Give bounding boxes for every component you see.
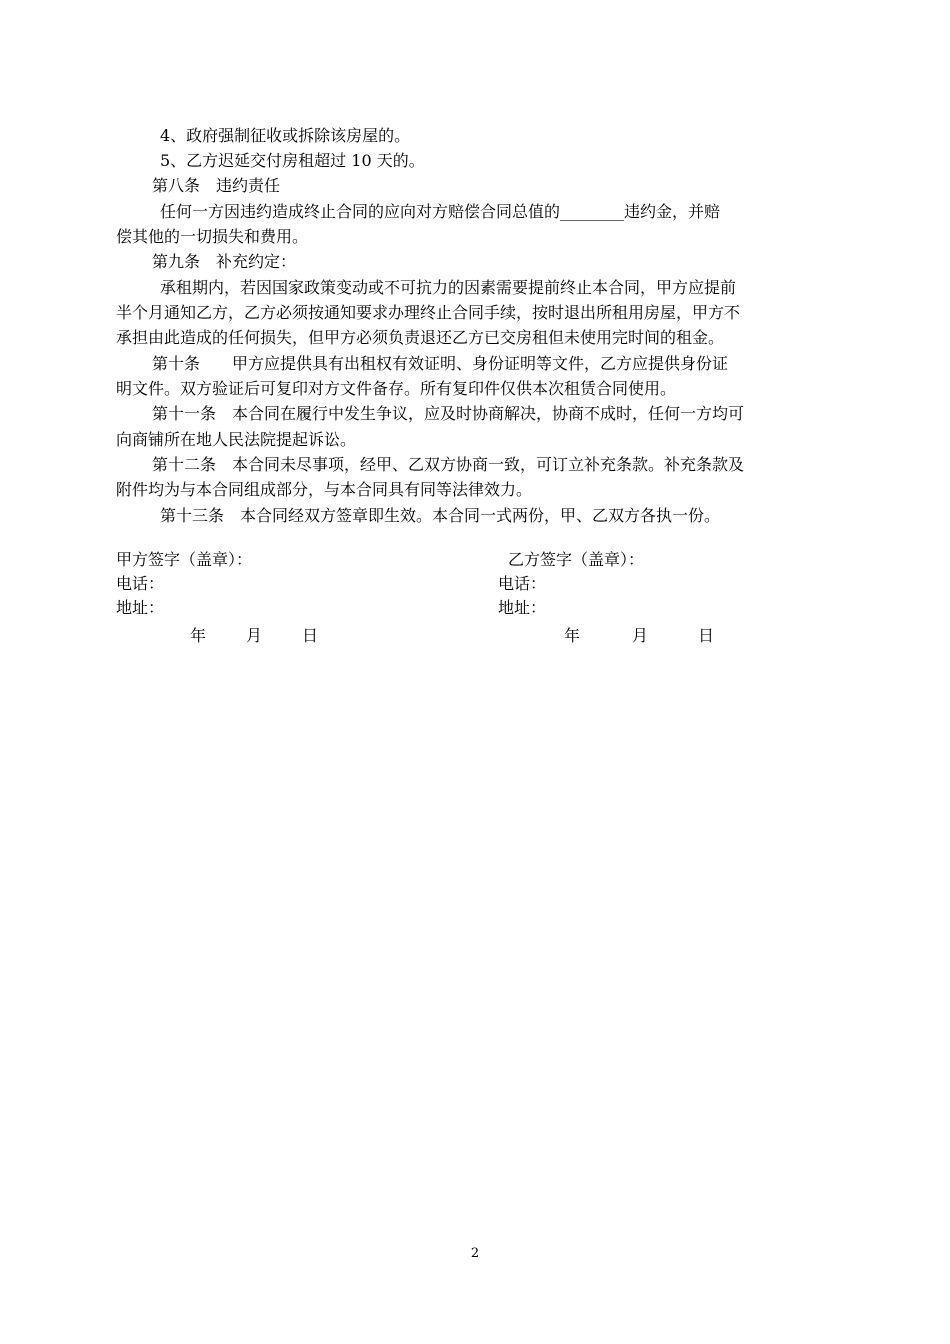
article-9-heading: 第九条 补充约定：	[152, 252, 297, 271]
article-11-text-2: 向商铺所在地人民法院提起诉讼。	[116, 430, 357, 449]
party-b-address-label: 地址：	[498, 598, 547, 617]
page-number: 2	[470, 1246, 480, 1261]
party-a-phone-label: 电话：	[116, 574, 165, 593]
article-8-text-2: 偿其他的一切损失和费用。	[116, 227, 309, 246]
party-a-date	[190, 624, 318, 648]
article-9-text-2: 半个月通知乙方，乙方必须按通知要求办理终止合同手续，按时退出所租用房屋，甲方不	[116, 303, 741, 322]
article-10-text-2: 明文件。双方验证后可复印对方文件备存。所有复印件仅供本次租赁合同使用。	[116, 379, 677, 398]
article-12-text-1: 第十二条 本合同未尽事项，经甲、乙双方协商一致，可订立补充条款。补充条款及	[152, 455, 745, 474]
party-b-phone-label: 电话：	[498, 574, 547, 593]
clause-line-2: 5、乙方迟延交付房租超过 10 天的。	[160, 151, 425, 170]
article-12-text-2: 附件均为与本合同组成部分，与本合同具有同等法律效力。	[116, 480, 533, 499]
article-11-text-1: 第十一条 本合同在履行中发生争议，应及时协商解决，协商不成时，任何一方均可	[152, 404, 745, 423]
party-b-date-day: 日	[698, 626, 715, 645]
article-9-text-1: 承租期内，若因国家政策变动或不可抗力的因素需要提前终止本合同，甲方应提前	[160, 278, 737, 297]
party-b-date-year: 年	[564, 626, 581, 645]
party-a-date-month: 月	[246, 626, 263, 645]
article-10-text-1: 第十条 甲方应提供具有出租权有效证明、身份证明等文件，乙方应提供身份证	[152, 354, 729, 373]
article-8-text-1: 任何一方因违约造成终止合同的应向对方赔偿合同总值的________违约金，并赔	[160, 202, 721, 221]
party-a-date-day: 日	[302, 626, 319, 645]
party-a-date-year: 年	[190, 626, 207, 645]
article-9-text-3: 承担由此造成的任何损失，但甲方必须负责退还乙方已交房租但未使用完时间的租金。	[116, 328, 725, 347]
party-b-signature-label: 乙方签字（盖章）：	[508, 550, 645, 569]
party-a-address-label: 地址：	[116, 598, 165, 617]
article-8-heading: 第八条 违约责任	[152, 176, 281, 195]
party-b-date	[564, 624, 714, 648]
party-b-date-month: 月	[632, 626, 649, 645]
party-b-signature-block	[498, 548, 644, 620]
party-a-signature-block	[116, 548, 252, 620]
clause-line-1: 4、政府强制征收或拆除该房屋的。	[160, 126, 411, 145]
article-13-text: 第十三条 本合同经双方签章即生效。本合同一式两份，甲、乙双方各执一份。	[160, 506, 721, 525]
party-a-signature-label: 甲方签字（盖章）：	[116, 550, 253, 569]
